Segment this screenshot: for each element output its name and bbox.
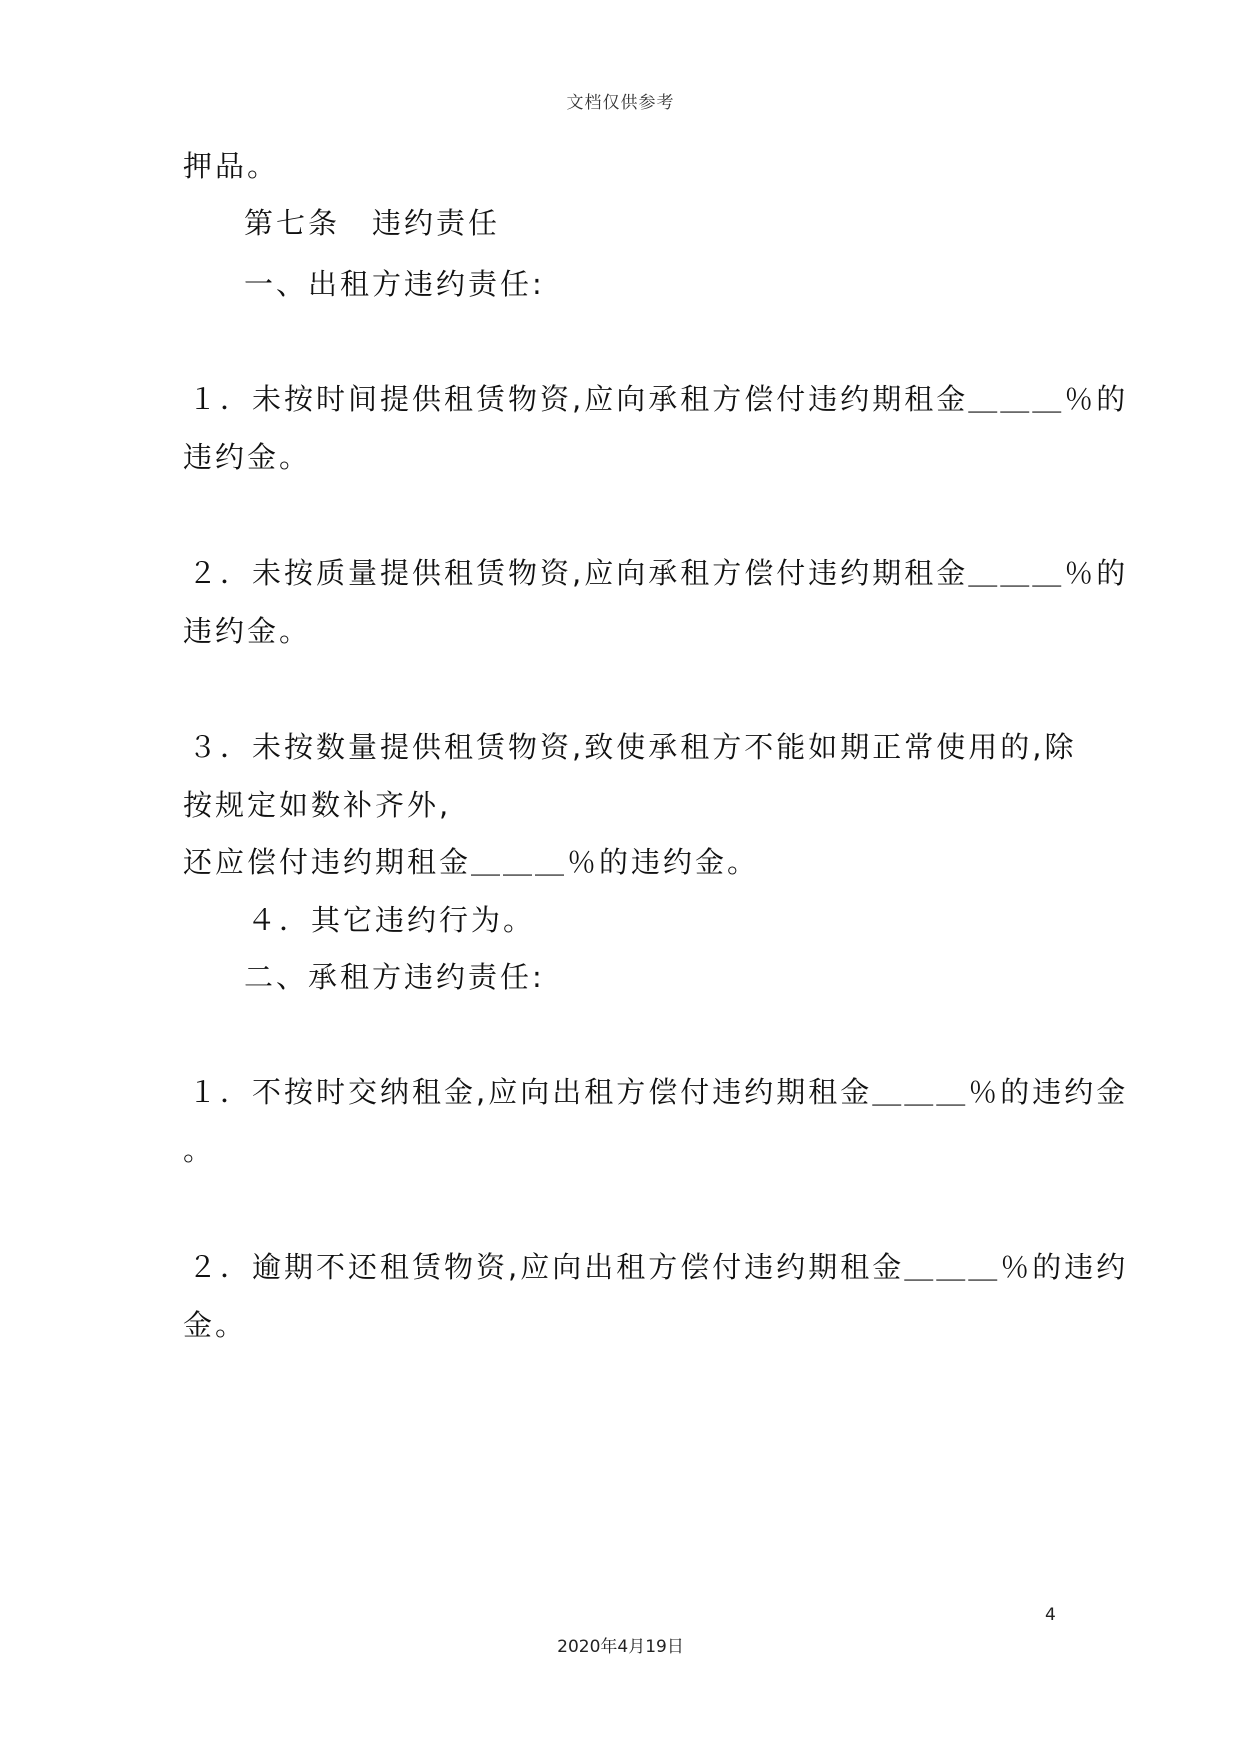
body-line: 违约金。 — [183, 614, 312, 648]
document-header: 文档仅供参考 — [566, 93, 675, 113]
page-number: 4 — [1045, 1605, 1056, 1625]
body-line: 违约金。 — [183, 440, 312, 474]
body-line: 。 — [183, 1133, 216, 1167]
body-line: 还应偿付违约期租金＿＿＿％的违约金。 — [183, 845, 760, 879]
clause-item: ２．未按质量提供租赁物资,应向承租方偿付违约期租金＿＿＿％的 — [188, 556, 1129, 590]
clause-item: １．未按时间提供租赁物资,应向承租方偿付违约期租金＿＿＿％的 — [188, 382, 1129, 416]
body-line: 金。 — [183, 1308, 248, 1342]
article-heading: 第七条 违约责任 — [244, 206, 501, 240]
body-line: 按规定如数补齐外, — [183, 788, 452, 822]
section-heading: 二、承租方违约责任: — [244, 960, 545, 994]
section-heading: 一、出租方违约责任: — [244, 267, 545, 301]
clause-item: ３．未按数量提供租赁物资,致使承租方不能如期正常使用的,除 — [188, 730, 1077, 764]
body-line: 押品。 — [183, 149, 280, 183]
footer-date: 2020年4月19日 — [557, 1637, 684, 1657]
clause-item: ４．其它违约行为。 — [247, 903, 536, 937]
clause-item: ２．逾期不还租赁物资,应向出租方偿付违约期租金＿＿＿％的违约 — [188, 1250, 1129, 1284]
clause-item: １．不按时交纳租金,应向出租方偿付违约期租金＿＿＿％的违约金 — [188, 1075, 1129, 1109]
